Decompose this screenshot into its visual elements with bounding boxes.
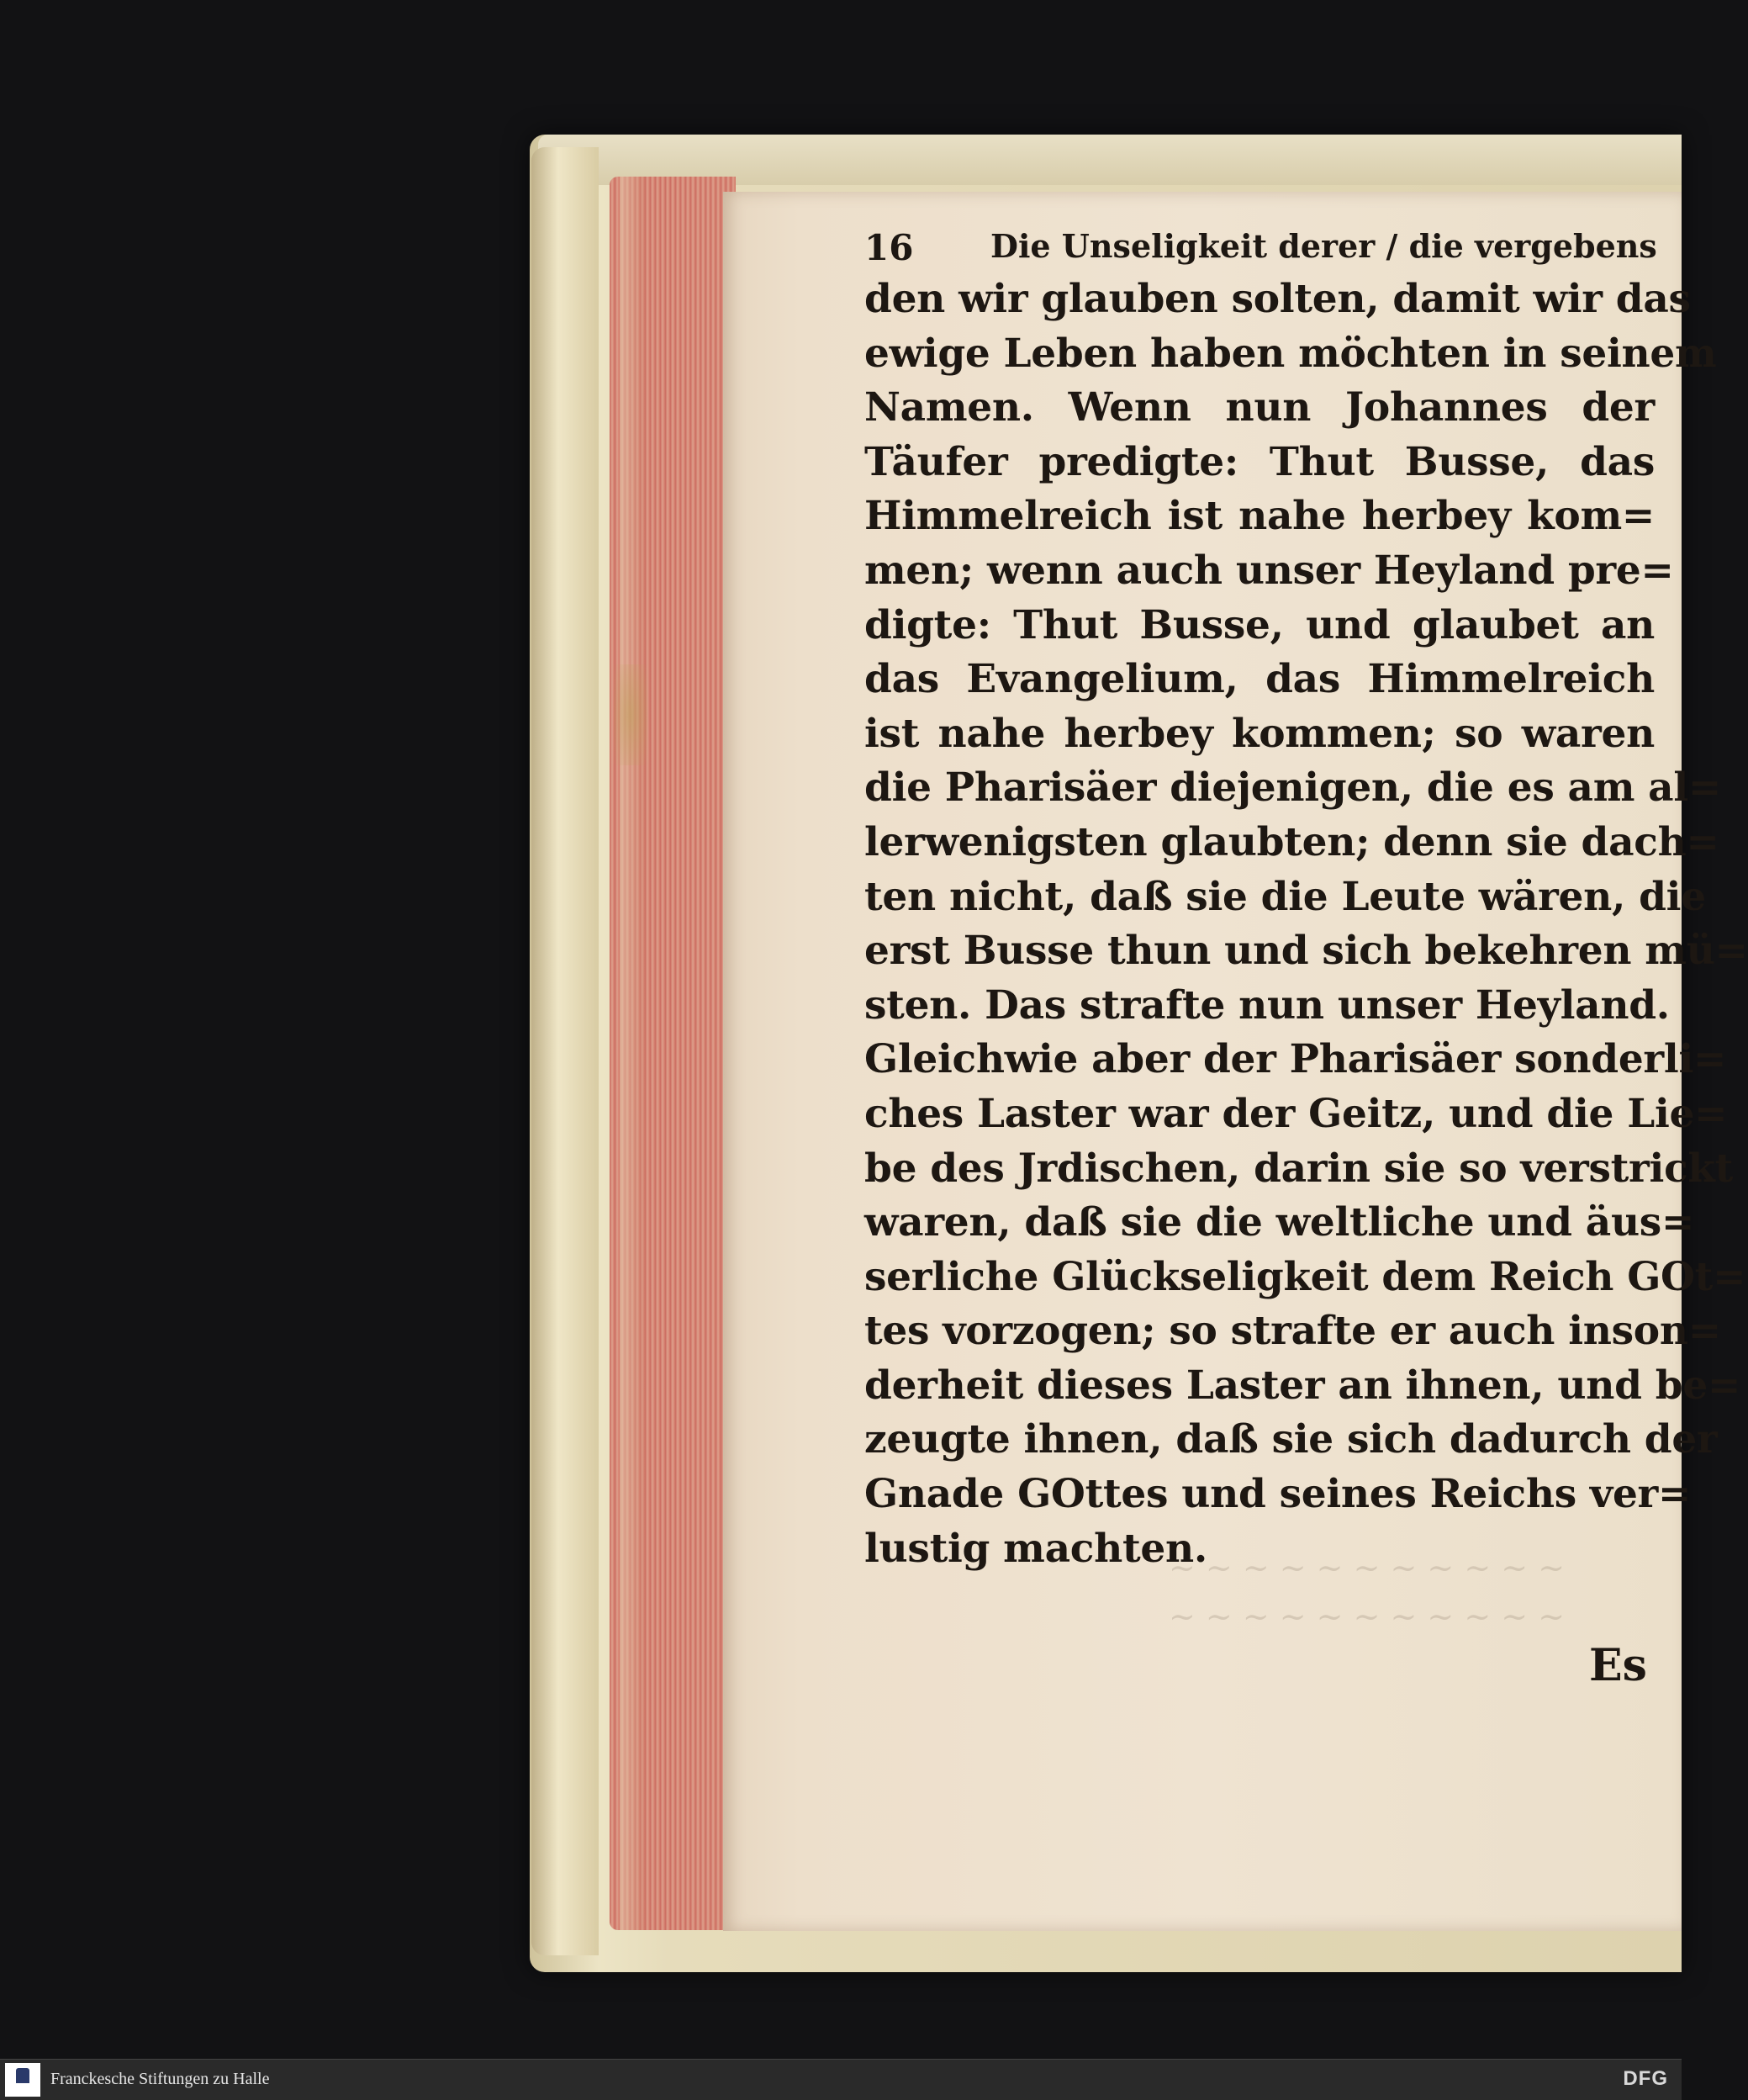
francke-foundations-logo-icon[interactable] [5, 2063, 40, 2097]
text-line: ist nahe herbey kommen; so waren [864, 710, 1655, 757]
text-line: ten nicht, daß sie die Leute wären, die [864, 873, 1706, 920]
text-line: Himmelreich ist nahe herbey kom= [864, 493, 1655, 540]
text-lines [864, 272, 1748, 1576]
catchword: Es [1589, 1640, 1647, 1691]
page-text-block [864, 220, 1748, 1576]
dfg-logo[interactable]: DFG [1623, 2067, 1668, 2090]
text-line: lerwenigsten glaubten; denn sie dach= [864, 818, 1719, 865]
text-line: be des Jrdischen, darin sie so verstrickt [864, 1145, 1734, 1192]
text-line: den wir glauben solten, damit wir das [864, 276, 1691, 322]
footer-bar [0, 2059, 1682, 2100]
text-line: ewige Leben haben möchten in seinem [864, 330, 1717, 377]
text-line: tes vorzogen; so strafte er auch inson= [864, 1308, 1721, 1355]
text-line: digte: Thut Busse, und glaubet an [864, 601, 1655, 648]
text-line: serliche Glückseligkeit dem Reich GOt= [864, 1253, 1746, 1300]
text-line: ches Laster war der Geitz, und die Lie= [864, 1090, 1728, 1137]
book-spine [531, 147, 599, 1955]
text-line: waren, daß sie die weltliche und äus= [864, 1199, 1695, 1246]
text-line: Täufer predigte: Thut Busse, das [864, 438, 1655, 485]
page-stain [614, 664, 647, 765]
text-line: Gnade GOttes und seines Reichs ver= [864, 1471, 1692, 1518]
institution-name[interactable]: Franckesche Stiftungen zu Halle [50, 2070, 270, 2088]
running-head: Die Unseligkeit derer / die vergebens [990, 227, 1657, 265]
text-line: lustig machten. [864, 1525, 1207, 1572]
text-line: das Evangelium, das Himmelreich [864, 656, 1655, 703]
text-line: men; wenn auch unser Heyland pre= [864, 547, 1674, 594]
text-line: Namen. Wenn nun Johannes der [864, 384, 1655, 431]
text-line: die Pharisäer diejenigen, die es am al= [864, 764, 1721, 812]
text-line: erst Busse thun und sich bekehren mü= [864, 928, 1748, 975]
text-line: derheit dieses Laster an ihnen, und be= [864, 1362, 1741, 1409]
page-number: 16 [864, 227, 914, 268]
text-line: zeugte ihnen, daß sie sich dadurch der [864, 1416, 1718, 1463]
text-line: Gleichwie aber der Pharisäer sonderli= [864, 1036, 1727, 1083]
red-page-edges [610, 177, 736, 1930]
text-line: sten. Das strafte nun unser Heyland. [864, 981, 1670, 1029]
page-header [864, 220, 1655, 272]
show-through-text: ~ ~ ~ ~ ~ ~ ~ ~ ~ ~ ~ ~ ~ ~ ~ ~ ~ ~ ~ ~ ~ ~ [1169, 1549, 1566, 1635]
